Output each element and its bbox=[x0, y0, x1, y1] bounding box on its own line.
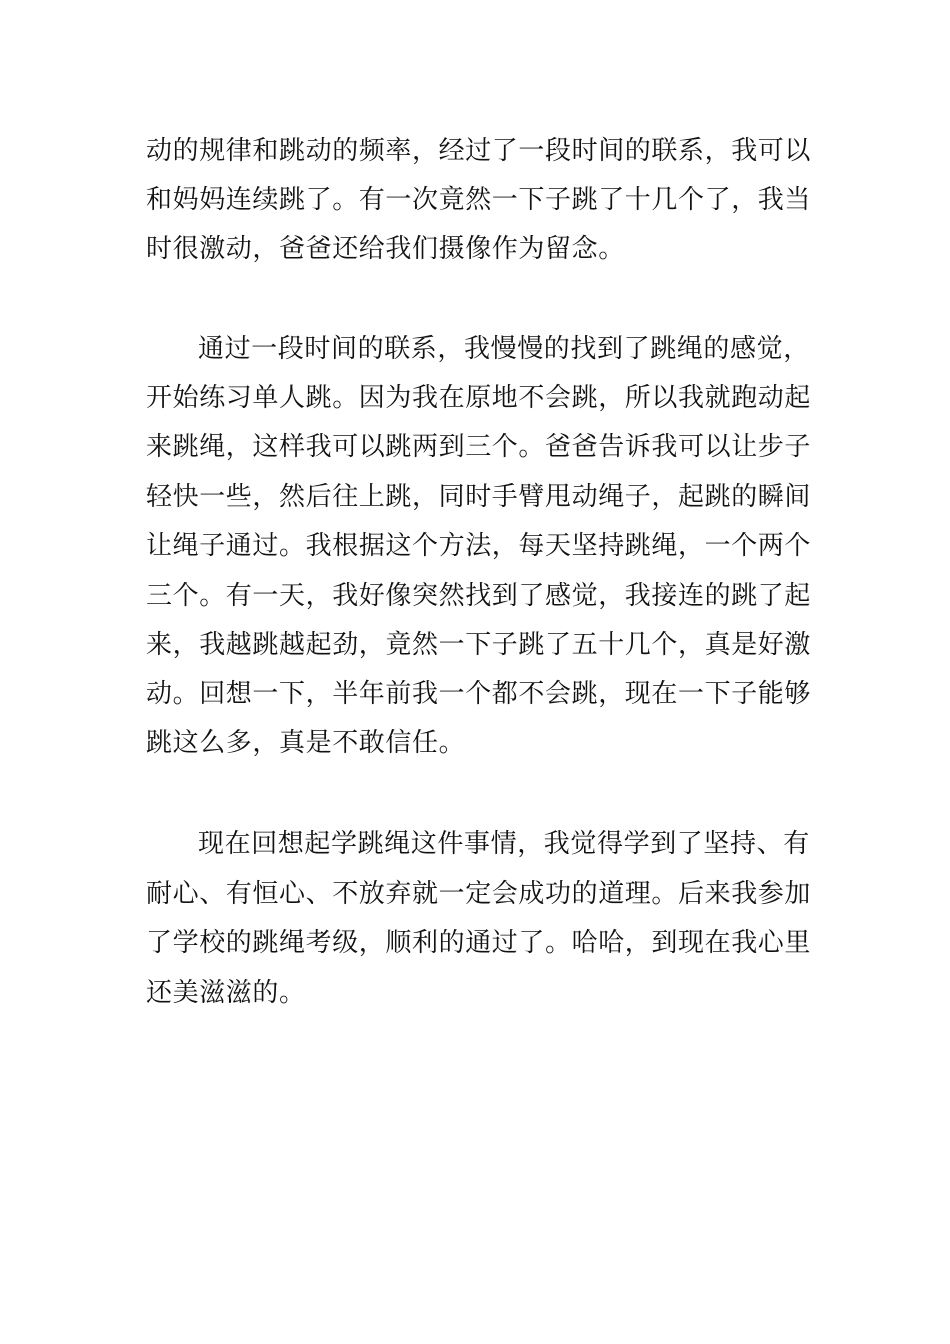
paragraph-line: 时很激动，爸爸还给我们摄像作为留念。 bbox=[146, 234, 625, 264]
paragraph-line: 动。回想一下，半年前我一个都不会跳，现在一下子能够 bbox=[146, 679, 812, 709]
paragraph-line: 还美滋滋的。 bbox=[146, 978, 306, 1008]
paragraph-line: 来跳绳，这样我可以跳两到三个。爸爸告诉我可以让步子 bbox=[146, 432, 812, 462]
paragraph-line: 了学校的跳绳考级，顺利的通过了。哈哈，到现在我心里 bbox=[146, 928, 812, 958]
paragraph-line: 通过一段时间的联系，我慢慢的找到了跳绳的感觉， bbox=[198, 334, 810, 364]
paragraph-line: 三个。有一天，我好像突然找到了感觉，我接连的跳了起 bbox=[146, 581, 812, 611]
paragraph-line: 开始练习单人跳。因为我在原地不会跳，所以我就跑动起 bbox=[146, 383, 812, 413]
paragraph-line: 跳这么多，真是不敢信任。 bbox=[146, 728, 466, 758]
paragraph-line: 和妈妈连续跳了。有一次竟然一下子跳了十几个了，我当 bbox=[146, 185, 812, 215]
paragraph-line: 现在回想起学跳绳这件事情，我觉得学到了坚持、有 bbox=[198, 829, 810, 859]
paragraph-line: 轻快一些，然后往上跳，同时手臂甩动绳子，起跳的瞬间 bbox=[146, 482, 812, 512]
paragraph-line: 动的规律和跳动的频率，经过了一段时间的联系，我可以 bbox=[146, 136, 812, 166]
paragraph-line: 让绳子通过。我根据这个方法，每天坚持跳绳，一个两个 bbox=[146, 531, 812, 561]
paragraph-line: 来，我越跳越起劲，竟然一下子跳了五十几个，真是好激 bbox=[146, 630, 812, 660]
paragraph-line: 耐心、有恒心、不放弃就一定会成功的道理。后来我参加 bbox=[146, 879, 812, 909]
